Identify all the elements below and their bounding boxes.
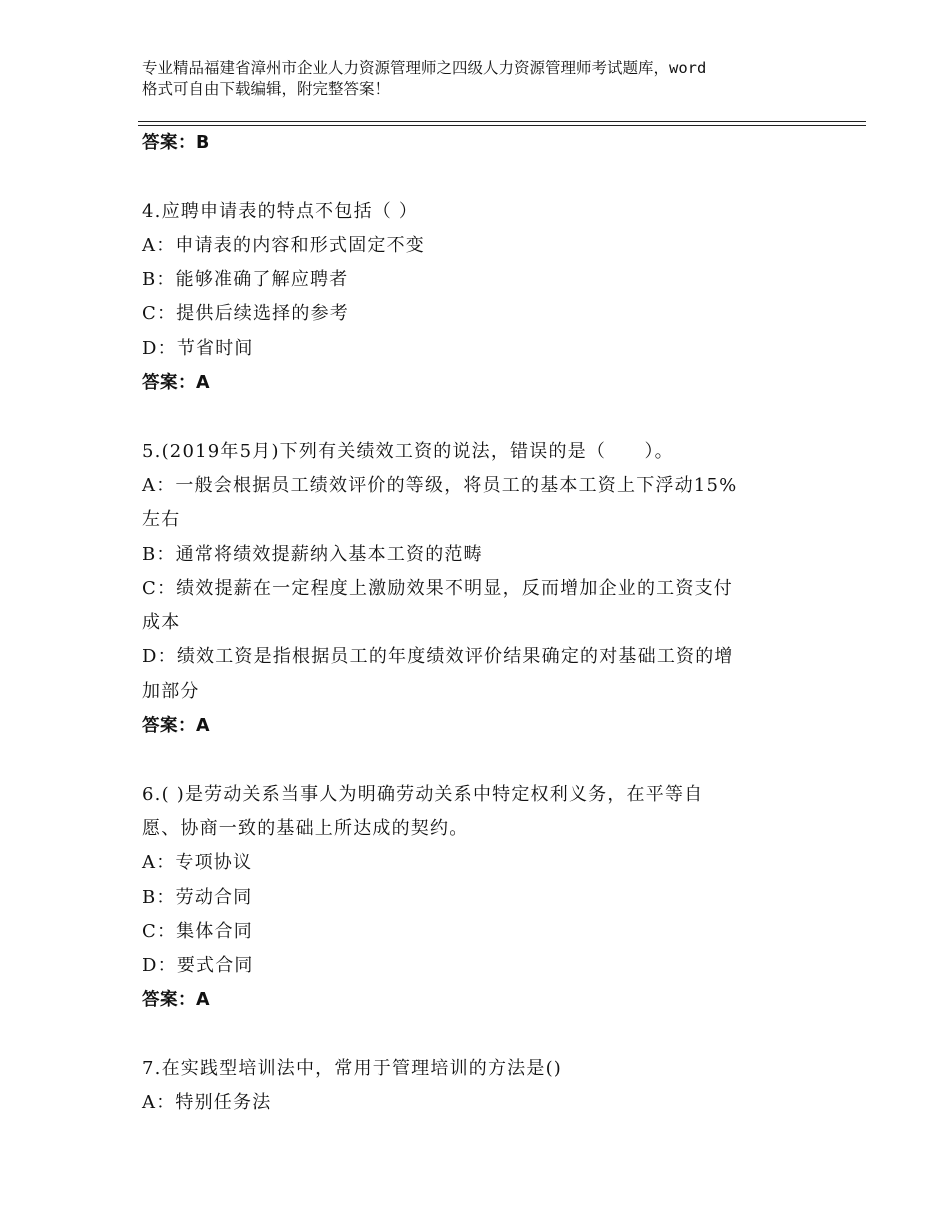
answer-label: 答案：A	[142, 716, 211, 737]
question-6	[142, 778, 822, 1018]
option-a: A：一般会根据员工绩效评价的等级，将员工的基本工资上下浮动15%	[142, 474, 738, 496]
question-7	[142, 1052, 822, 1121]
answer-label: 答案：A	[142, 373, 211, 394]
question-5	[142, 435, 822, 744]
option-a: A：申请表的内容和形式固定不变	[142, 234, 425, 256]
option-c: C：绩效提薪在一定程度上激励效果不明显，反而增加企业的工资支付	[142, 577, 733, 599]
option-a-continued: 左右	[142, 509, 181, 531]
question-stem: 4.应聘申请表的特点不包括（ ）	[142, 200, 419, 222]
question-stem: 7.在实践型培训法中，常用于管理培训的方法是()	[142, 1058, 563, 1080]
option-c-continued: 成本	[142, 612, 181, 634]
question-stem: 5.(2019年5月)下列有关绩效工资的说法，错误的是（ ）。	[142, 440, 674, 462]
question-stem: 6.( )是劳动关系当事人为明确劳动关系中特定权利义务，在平等自	[142, 783, 704, 805]
question-stem-continued: 愿、协商一致的基础上所达成的契约。	[142, 817, 469, 839]
option-d-continued: 加部分	[142, 680, 200, 702]
header-line-2: 格式可自由下载编辑，附完整答案！	[142, 80, 391, 98]
document-body	[142, 126, 822, 1121]
answer-label: 答案：B	[142, 133, 210, 153]
header-divider	[138, 121, 866, 122]
option-a: A：专项协议	[142, 852, 253, 874]
question-4	[142, 195, 822, 401]
option-d: D：节省时间	[142, 337, 254, 359]
option-d: D：要式合同	[142, 955, 254, 977]
option-c: C：提供后续选择的参考	[142, 303, 349, 325]
option-b: B：通常将绩效提薪纳入基本工资的范畴	[142, 543, 483, 565]
option-d: D：绩效工资是指根据员工的年度绩效评价结果确定的对基础工资的增	[142, 646, 734, 668]
option-b: B：能够准确了解应聘者	[142, 269, 349, 291]
option-c: C：集体合同	[142, 920, 253, 942]
answer-label: 答案：A	[142, 990, 211, 1011]
page-header	[142, 58, 832, 100]
option-b: B：劳动合同	[142, 886, 253, 908]
header-line-1: 专业精品福建省漳州市企业人力资源管理师之四级人力资源管理师考试题库，word	[142, 59, 707, 77]
option-a: A：特别任务法	[142, 1092, 272, 1114]
